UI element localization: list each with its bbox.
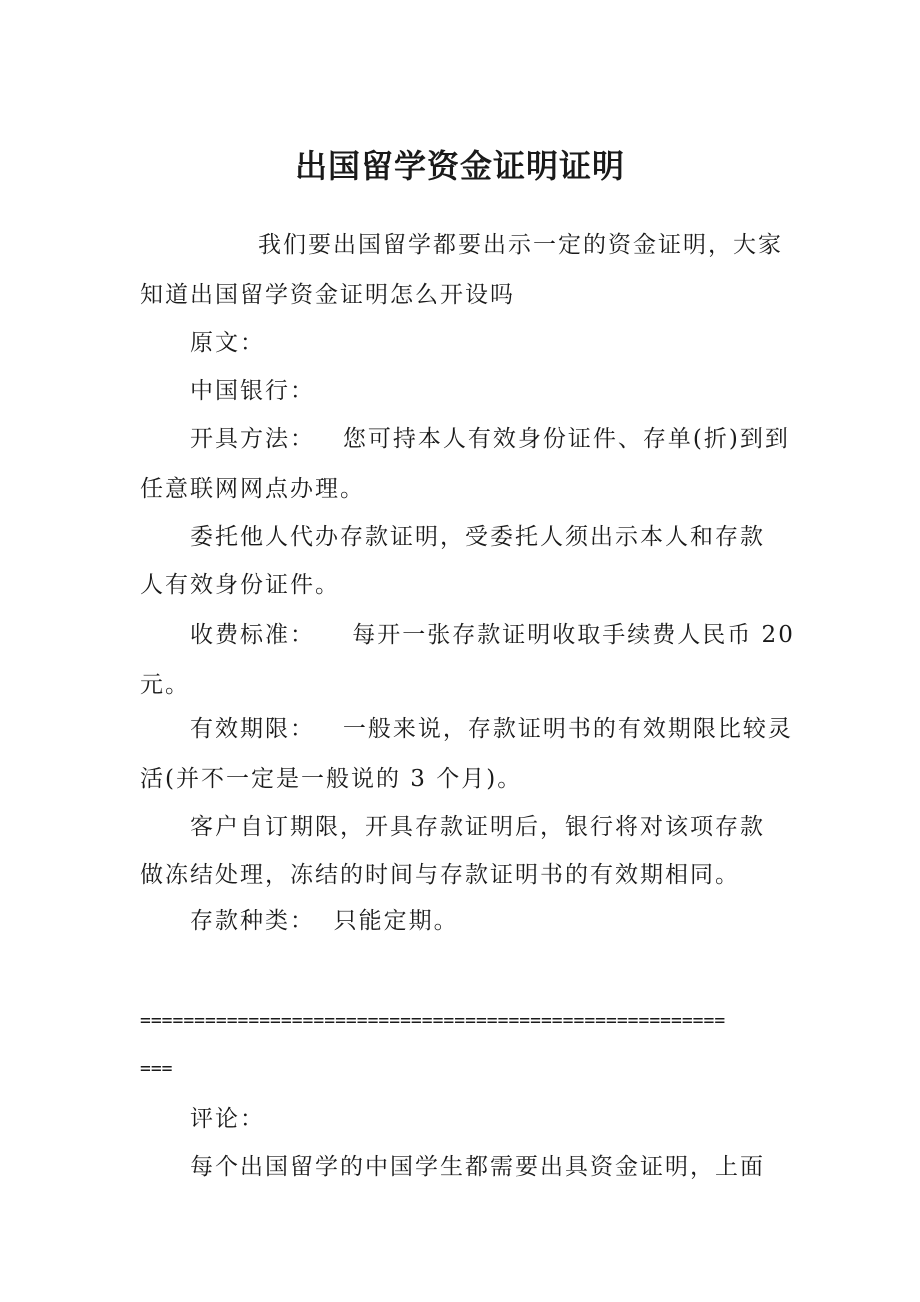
custom-period-line-1: 客户自订期限，开具存款证明后，银行将对该项存款 <box>190 814 765 840</box>
issuance-method-line-1: 开具方法： 您可持本人有效身份证件、存单(折)到到 <box>190 426 790 452</box>
validity-line-1: 有效期限： 一般来说，存款证明书的有效期限比较灵 <box>190 716 793 742</box>
proxy-line-1: 委托他人代办存款证明，受委托人须出示本人和存款 <box>190 524 765 550</box>
fee-standard-line-1: 收费标准： 每开一张存款证明收取手续费人民币 20 <box>190 622 795 648</box>
deposit-type-line: 存款种类： 只能定期。 <box>190 908 459 934</box>
comment-label: 评论： <box>190 1106 265 1132</box>
separator-line-2: === <box>140 1058 173 1079</box>
document-title: 出国留学资金证明证明 <box>294 147 625 185</box>
original-text-label: 原文： <box>190 330 265 356</box>
comment-line-1: 每个出国留学的中国学生都需要出具资金证明，上面 <box>190 1154 765 1180</box>
fee-standard-line-2: 元。 <box>140 672 190 698</box>
validity-line-2: 活(并不一定是一般说的 3 个月)。 <box>140 766 523 792</box>
bank-name-line: 中国银行： <box>190 378 315 404</box>
separator-line-1: ====================================================== <box>140 1010 726 1031</box>
custom-period-line-2: 做冻结处理，冻结的时间与存款证明书的有效期相同。 <box>140 862 740 888</box>
intro-line-1: 我们要出国留学都要出示一定的资金证明，大家 <box>258 232 783 258</box>
intro-line-2: 知道出国留学资金证明怎么开设吗 <box>140 282 515 308</box>
proxy-line-2: 人有效身份证件。 <box>140 572 340 598</box>
issuance-method-line-2: 任意联网网点办理。 <box>140 476 365 502</box>
